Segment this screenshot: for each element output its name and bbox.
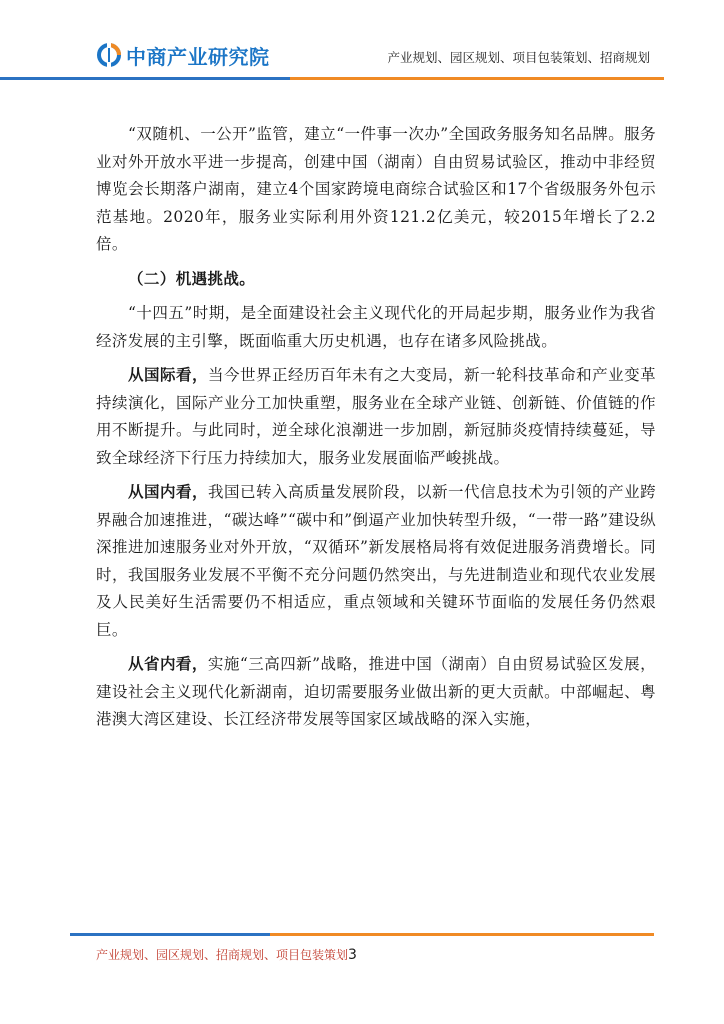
section-heading: （二）机遇挑战。 [128, 269, 256, 288]
page-number: 3 [348, 947, 357, 963]
lead-domestic: 从国内看， [128, 483, 209, 501]
lead-provincial: 从省内看， [128, 655, 208, 673]
paragraph-intro: “双随机、一公开”监管，建立“一件事一次办”全国政务服务知名品牌。服务业对外开放水平进一步提高，创建中国（湖南）自由贸易试验区，推动中非经贸博览会长期落户湖南，建立4个国家跨境电商综合试验区和17个省级服务外包示范基地。2020年，服务业实际利用外资121.2亿美元，较2015年增长了2.2倍。 [96, 125, 656, 253]
footer-divider [70, 933, 654, 936]
page-header [0, 0, 724, 80]
header-divider [0, 77, 664, 80]
page-footer [0, 928, 724, 978]
lead-international: 从国际看， [128, 366, 209, 384]
footer-text [96, 946, 357, 963]
footer-label: 产业规划、园区规划、招商规划、项目包装策划 [96, 948, 349, 962]
paragraph-provincial [96, 651, 656, 734]
text-domestic: 我国已转入高质量发展阶段，以新一代信息技术为引领的产业跨界融合加速推进，“碳达峰”“碳中和”倒逼产业加快转型升级，“一带一路”建设纵深推进加速服务业对外开放，“双循环”新发展格局将有效促进服务消费增长。同时，我国服务业发展不平衡不充分问题仍然突出，与先进制造业和现代农业发展及人民美好生活需要仍不相适应，重点领域和关键环节面临的发展任务仍然艰巨。 [96, 483, 656, 639]
paragraph-international [96, 362, 656, 472]
logo-text: 中商产业研究院 [126, 44, 270, 69]
paragraph-domestic [96, 479, 656, 644]
paragraph-overview: “十四五”时期，是全面建设社会主义现代化的开局起步期，服务业作为我省经济发展的主引擎，既面临重大历史机遇，也存在诸多风险挑战。 [96, 304, 656, 350]
text-provincial: 实施“三高四新”战略，推进中国（湖南）自由贸易试验区发展，建设社会主义现代化新湖南，迫切需要服务业做出新的更大贡献。中部崛起、粤港澳大湾区建设、长江经济带发展等国家区域战略的深入实施， [96, 655, 656, 728]
logo-mark-icon [96, 42, 122, 68]
text-international: 当今世界正经历百年未有之大变局，新一轮科技革命和产业变革持续演化，国际产业分工加快重塑，服务业在全球产业链、创新链、价值链的作用不断提升。与此同时，逆全球化浪潮进一步加剧，新冠肺炎疫情持续蔓延，导致全球经济下行压力持续加大，服务业发展面临严峻挑战。 [96, 366, 656, 467]
document-body [96, 121, 656, 741]
logo [96, 40, 270, 70]
header-tagline: 产业规划、园区规划、项目包装策划、招商规划 [387, 50, 650, 65]
